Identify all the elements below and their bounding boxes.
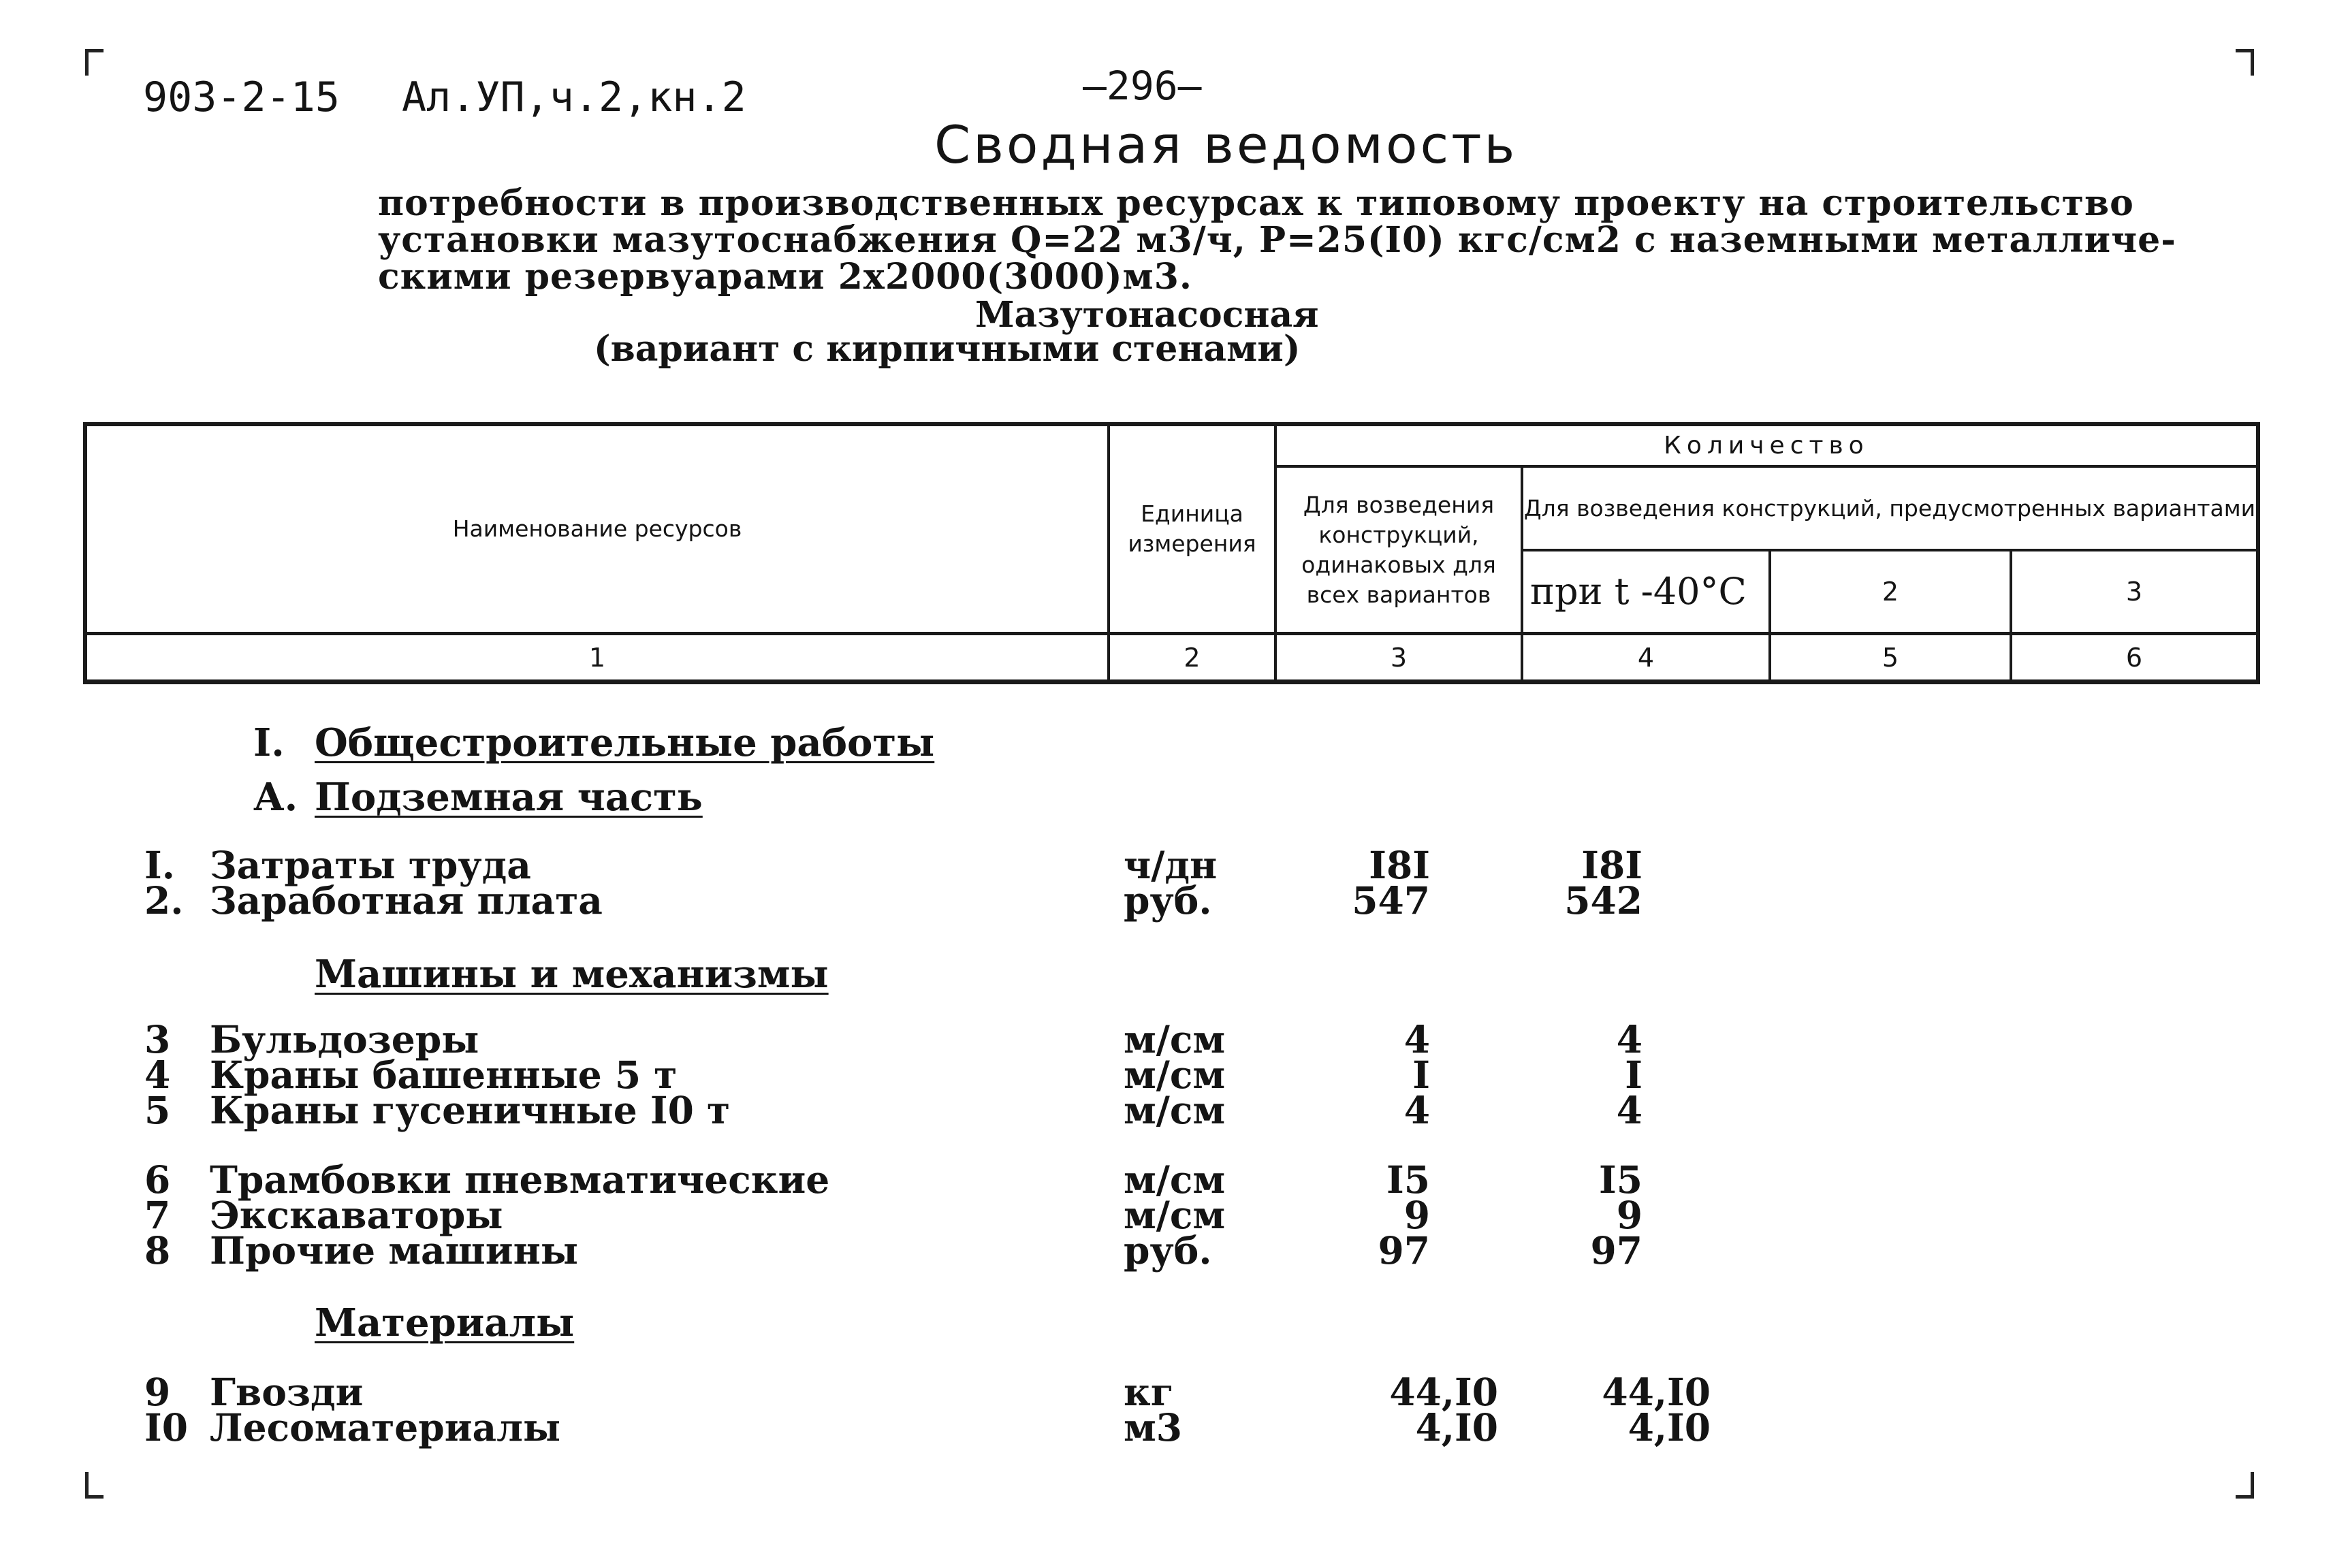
section-heading-machines: Машины и механизмы: [315, 952, 829, 997]
page-number: —296—: [1083, 63, 1202, 109]
row-value-common: I5: [1386, 1157, 1430, 1202]
row-number: 2.: [144, 878, 184, 923]
row-name: Экскаваторы: [210, 1193, 503, 1237]
document-title: Сводная ведомость: [934, 114, 1518, 175]
row-value-common: I: [1412, 1053, 1430, 1097]
column-header-variant-3: 3: [2125, 577, 2143, 607]
column-number-6: 6: [2125, 642, 2143, 673]
row-name: Гвозди: [210, 1370, 364, 1414]
table-border-right: [2256, 422, 2260, 684]
row-value-common: 547: [1352, 878, 1430, 923]
row-number: 8: [144, 1228, 171, 1273]
row-value-common: I8I: [1369, 843, 1430, 887]
row-name: Трамбовки пневматические: [210, 1157, 830, 1202]
column-header-unit: Единица измерения: [1128, 500, 1256, 557]
row-name: Прочие машины: [210, 1228, 578, 1273]
row-value-variant-1: 4: [1616, 1017, 1642, 1061]
variant-note: (вариант с кирпичными стенами): [594, 328, 1301, 370]
section-heading-general: Общестроительные работы: [315, 720, 935, 765]
row-number: 9: [144, 1370, 171, 1414]
row-value-variant-1: 542: [1564, 878, 1642, 923]
corner-mark-top-left: [85, 49, 104, 76]
column-header-variant-2: 2: [1882, 577, 1899, 607]
row-value-variant-1: 97: [1590, 1228, 1642, 1273]
subsection-number-underground: А.: [253, 775, 298, 820]
row-name: Заработная плата: [210, 878, 603, 923]
row-unit: ч/дн: [1124, 843, 1218, 887]
album-reference: Ал.УП,ч.2,кн.2: [402, 74, 746, 121]
row-unit: кг: [1124, 1370, 1174, 1414]
row-unit: м/см: [1124, 1053, 1226, 1097]
row-value-common: 9: [1403, 1193, 1430, 1237]
description-line-2: установки мазутоснабжения Q=22 м3/ч, Р=25(I0) кгс/см2 с наземными металличе-: [378, 219, 2176, 261]
row-value-variant-1: 9: [1616, 1193, 1642, 1237]
row-value-variant-1: 4,I0: [1628, 1405, 1711, 1450]
row-unit: руб.: [1124, 1228, 1212, 1273]
row-name: Краны гусеничные I0 т: [210, 1088, 731, 1132]
column-number-4: 4: [1637, 642, 1655, 673]
row-name: Бульдозеры: [210, 1017, 479, 1061]
row-value-common: 4: [1403, 1017, 1430, 1061]
row-unit: м/см: [1124, 1088, 1226, 1132]
column-number-2: 2: [1184, 642, 1201, 673]
object-name: Мазутонасосная: [975, 294, 1319, 336]
section-number-general: I.: [253, 720, 285, 765]
column-number-3: 3: [1390, 642, 1408, 673]
row-name: Краны башенные 5 т: [210, 1053, 678, 1097]
row-unit: м/см: [1124, 1157, 1226, 1202]
row-value-variant-1: 4: [1616, 1088, 1642, 1132]
row-number: 6: [144, 1157, 171, 1202]
row-number: I0: [144, 1405, 188, 1450]
corner-mark-bottom-left: [85, 1472, 104, 1499]
corner-mark-bottom-right: [2236, 1472, 2254, 1499]
row-value-common: 44,I0: [1389, 1370, 1498, 1414]
row-unit: м/см: [1124, 1017, 1226, 1061]
column-header-common-constructions: Для возведения конструкций, одинаковых для всех вариантов: [1301, 491, 1496, 608]
row-value-variant-1: I: [1625, 1053, 1642, 1097]
table-border-bottom: [83, 679, 2260, 684]
row-value-common: 4: [1403, 1088, 1430, 1132]
column-header-quantity: Количество: [1664, 431, 1869, 460]
row-name: Затраты труда: [210, 843, 531, 887]
document-code: 903-2-15: [143, 74, 340, 121]
section-heading-materials: Материалы: [315, 1300, 575, 1345]
subsection-heading-underground: Подземная часть: [315, 775, 703, 820]
corner-mark-top-right: [2236, 49, 2254, 76]
row-value-common: 4,I0: [1415, 1405, 1498, 1450]
column-header-variant-1: при t -40°С: [1530, 570, 1747, 613]
column-number-5: 5: [1882, 642, 1899, 673]
row-value-common: 97: [1378, 1228, 1430, 1273]
row-number: 3: [144, 1017, 171, 1061]
row-unit: м/см: [1124, 1193, 1226, 1237]
row-value-variant-1: I8I: [1581, 843, 1642, 887]
row-unit: руб.: [1124, 878, 1212, 923]
row-value-variant-1: I5: [1599, 1157, 1642, 1202]
column-header-resource-name: Наименование ресурсов: [452, 515, 742, 542]
row-unit: м3: [1124, 1405, 1183, 1450]
row-number: 7: [144, 1193, 171, 1237]
row-number: 5: [144, 1088, 171, 1132]
row-name: Лесоматериалы: [210, 1405, 561, 1450]
row-number: I.: [144, 843, 175, 887]
row-number: 4: [144, 1053, 171, 1097]
description-line-3: скими резервуарами 2х2000(3000)м3.: [378, 256, 1193, 298]
description-line-1: потребности в производственных ресурсах к типовому проекту на строительство: [378, 182, 2134, 224]
column-number-1: 1: [588, 642, 606, 673]
row-value-variant-1: 44,I0: [1602, 1370, 1711, 1414]
column-header-variant-constructions: Для возведения конструкций, предусмотренных вариантами: [1523, 494, 2256, 522]
